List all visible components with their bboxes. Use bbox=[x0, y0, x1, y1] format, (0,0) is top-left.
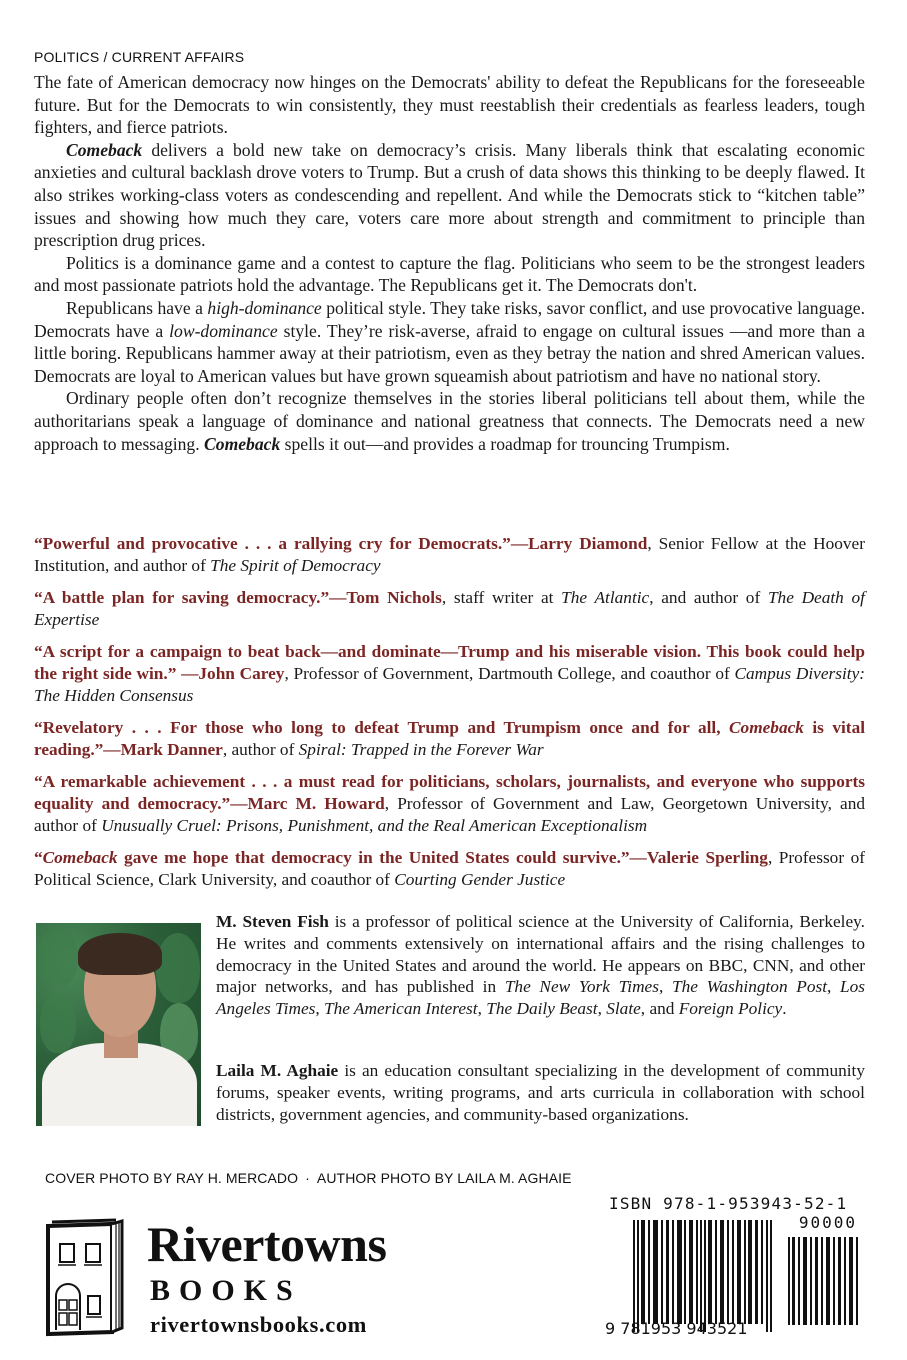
description bbox=[34, 71, 865, 455]
endorser-affiliation: , Senior Fellow at the Hoover Institution, and author of bbox=[34, 534, 865, 575]
photo-background-leaf bbox=[40, 993, 76, 1053]
photo-background-leaf bbox=[38, 927, 78, 987]
paragraph-text: Republicans have a bbox=[66, 297, 208, 318]
separator: , bbox=[658, 977, 672, 997]
publisher-name: Rivertowns bbox=[147, 1216, 387, 1272]
ean-digits: 9 781953 943521 bbox=[605, 1319, 748, 1338]
book-title-emphasis: Comeback bbox=[42, 848, 118, 867]
endorser-name: —John Carey bbox=[181, 664, 285, 683]
author-name: Laila M. Aghaie bbox=[216, 1061, 339, 1080]
barcode-bars bbox=[633, 1220, 773, 1332]
publication-name: The American Interest bbox=[324, 999, 478, 1019]
endorser-affiliation: , author of bbox=[222, 740, 299, 759]
endorsement-quote: “A battle plan for saving democracy.” bbox=[34, 588, 330, 607]
endorser-work: Courting Gender Justice bbox=[394, 870, 566, 889]
book-title-emphasis: Comeback bbox=[729, 718, 804, 737]
cover-photo-credit: COVER PHOTO BY RAY H. MERCADO bbox=[45, 1170, 299, 1186]
endorser-work: Campus Diversity: The Hidden Consensus bbox=[34, 664, 865, 705]
paragraph-text: spells it out—and provides a roadmap for trouncing Trumpism. bbox=[280, 433, 730, 454]
endorsement bbox=[34, 847, 865, 891]
author-name: M. Steven Fish bbox=[216, 912, 329, 931]
photo-background-leaf bbox=[156, 933, 200, 1003]
endorser-affiliation: , staff writer at bbox=[441, 588, 562, 607]
book-title-emphasis: Comeback bbox=[66, 139, 143, 160]
paragraph-text: style. They’re risk-averse, afraid to engage on cultural issues —and more than a little boring. Republicans hammer away at their patriotism, even as they betray the nation and shred American values. Democrats are loyal to American values but have grown squeamish about patriotism and have no national story. bbox=[34, 320, 865, 386]
book-building-icon bbox=[42, 1218, 128, 1338]
price-addon-digits: 90000 bbox=[798, 1213, 857, 1232]
endorsement bbox=[34, 587, 865, 631]
separator: , bbox=[477, 999, 487, 1019]
author-bio-aghaie bbox=[216, 1060, 865, 1125]
addon-barcode-bars bbox=[788, 1237, 860, 1325]
paragraph-text: The fate of American democracy now hinges on the Democrats' ability to defeat the Republicans for the foreseeable future. But for the Democrats to win consistently, they must reestablish their credentials as fearless leaders, tough fighters, and fierce patriots. bbox=[34, 72, 865, 138]
paragraph-text: political style. They take risks, savor conflict, and use provocative language. Democrats have a bbox=[34, 297, 865, 341]
description-paragraph bbox=[34, 387, 865, 455]
endorsement-quote: “A script for a campaign to beat back—and dominate—Trump and his miserable vision. This book could help the right side win.” bbox=[34, 642, 865, 683]
publication-name: Slate bbox=[606, 999, 641, 1019]
publication-name: The Daily Beast bbox=[486, 999, 598, 1019]
endorsement bbox=[34, 717, 865, 761]
endorser-name: —Tom Nichols bbox=[329, 588, 442, 607]
author-photo-credit: AUTHOR PHOTO BY LAILA M. AGHAIE bbox=[316, 1170, 572, 1186]
separator: , bbox=[315, 999, 324, 1019]
emphasis: low-dominance bbox=[169, 320, 278, 341]
endorsement-quote: “A remarkable achievement . . . a must read for politicians, scholars, journalists, and everyone who supports equality and democracy.” bbox=[34, 772, 865, 813]
endorsement bbox=[34, 533, 865, 577]
endorser-work: The Death of Expertise bbox=[34, 588, 865, 629]
endorser-work: The Spirit of Democracy bbox=[210, 556, 381, 575]
endorsement-quote: “Revelatory . . . For those who long to defeat Trump and Trumpism once and for all, bbox=[34, 718, 730, 737]
endorser-work: Spiral: Trapped in the Forever War bbox=[298, 740, 544, 759]
endorser-affiliation: , Professor of Government and Law, Georgetown University, and author of bbox=[34, 794, 865, 835]
endorser-affiliation: , Professor of Political Science, Clark University, and coauthor of bbox=[34, 848, 865, 889]
endorsement-quote: “ bbox=[34, 848, 43, 867]
separator: . bbox=[782, 999, 787, 1019]
book-title-emphasis: Comeback bbox=[204, 433, 281, 454]
endorser-affiliation: , Professor of Government, Dartmouth College, and coauthor of bbox=[284, 664, 735, 683]
paragraph-text: delivers a bold new take on democracy’s crisis. Many liberals think that escalating economic anxieties and cultural backlash drove voters to Trump. But a crush of data shows this thinking to be deeply flawed. It also strikes working-class voters as condescending and repellent. And while the Democrats stick to “kitchen table” issues and showing how much they care, voters care more about strength and commitment to principle than prescription drug prices. bbox=[34, 139, 865, 251]
publication-name: Los Angeles Times bbox=[216, 977, 866, 1019]
publisher-logo bbox=[40, 1212, 480, 1342]
description-paragraph bbox=[34, 297, 865, 387]
endorsement bbox=[34, 641, 865, 707]
publisher-url: rivertownsbooks.com bbox=[150, 1312, 368, 1337]
author-photo bbox=[36, 923, 201, 1126]
separator: , and bbox=[640, 999, 679, 1019]
separator: , bbox=[597, 999, 607, 1019]
author-bio-fish bbox=[216, 911, 865, 1020]
endorser-name: —Mark Danner bbox=[103, 740, 223, 759]
endorsement-quote: gave me hope that democracy in the United States could survive.” bbox=[117, 848, 630, 867]
description-paragraph bbox=[34, 252, 865, 297]
endorser-work: Unusually Cruel: Prisons, Punishment, and the Real American Exceptionalism bbox=[101, 816, 648, 835]
description-paragraph bbox=[34, 139, 865, 252]
isbn-barcode bbox=[605, 1194, 865, 1344]
endorsement bbox=[34, 771, 865, 837]
publisher-subname: BOOKS bbox=[150, 1274, 302, 1307]
paragraph-text: Politics is a dominance game and a contest to capture the flag. Politicians who seem to be the strongest leaders and most passionate patriots hold the advantage. The Republicans get it. The Democrats don't. bbox=[34, 252, 865, 296]
endorsement-quote: “Powerful and provocative . . . a rallying cry for Democrats.” bbox=[34, 534, 511, 553]
publication-name: The New York Times bbox=[504, 977, 659, 997]
bio-text: is an education consultant specializing in the development of community forums, speaker events, writing programs, and arts curricula in collaboration with school districts, government agencies, and community-based organizations. bbox=[216, 1061, 865, 1124]
endorsements bbox=[34, 533, 865, 901]
endorser-affiliation: , and author of bbox=[649, 588, 768, 607]
description-paragraph bbox=[34, 71, 865, 139]
endorser-name: —Larry Diamond bbox=[510, 534, 648, 553]
publication-name: The Washington Post bbox=[671, 977, 828, 997]
photo-credits bbox=[45, 1170, 572, 1186]
paragraph-text: Ordinary people often don’t recognize themselves in the stories liberal politicians tell about them, while the authoritarians speak a language of dominance and national greatness that connects. The Democrats need a new approach to messaging. bbox=[34, 388, 865, 454]
separator: · bbox=[305, 1170, 310, 1186]
bio-text: is a professor of political science at the University of California, Berkeley. He writes and comments extensively on international affairs and the rising challenges to democracy in the United States and around the world. He appears on BBC, CNN, and other major networks, and has published in bbox=[216, 912, 865, 997]
publication-name: The Atlantic bbox=[561, 588, 650, 607]
author-hair bbox=[78, 933, 162, 975]
emphasis: high-dominance bbox=[207, 297, 322, 318]
endorser-name: —Marc M. Howard bbox=[230, 794, 385, 813]
endorser-name: —Valerie Sperling bbox=[629, 848, 768, 867]
category-label: POLITICS / CURRENT AFFAIRS bbox=[34, 49, 245, 65]
publication-name: Foreign Policy bbox=[678, 999, 783, 1019]
isbn-label: ISBN 978-1-953943-52-1 bbox=[609, 1194, 848, 1213]
separator: , bbox=[827, 977, 841, 997]
endorsement-quote: is vital reading.” bbox=[34, 718, 866, 759]
